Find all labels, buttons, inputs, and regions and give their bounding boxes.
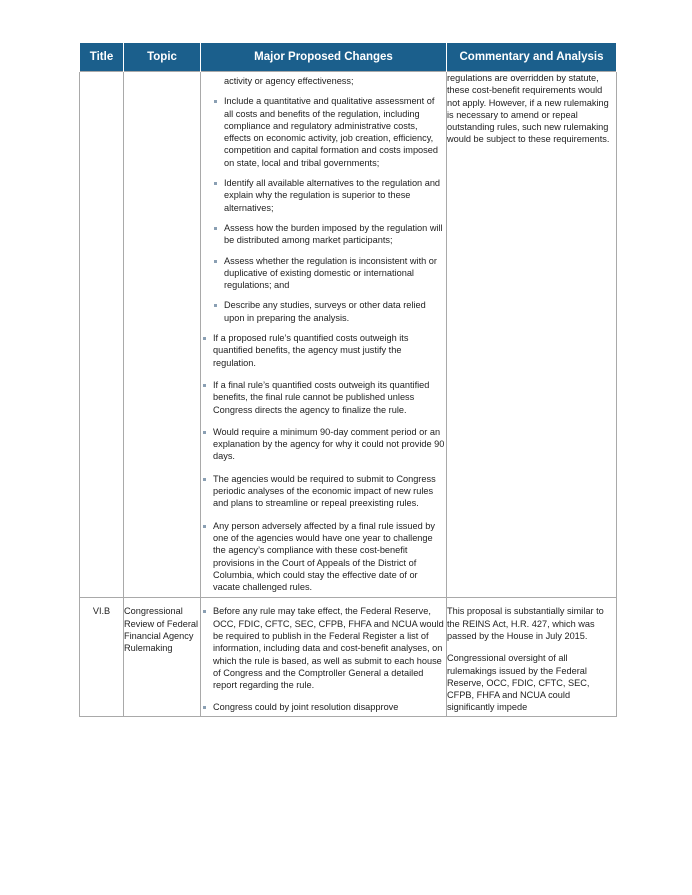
list-item: Identify all available alternatives to the regulation and explain why the regulation is superior to these alternatives; bbox=[212, 177, 446, 214]
row2-changes-cell bbox=[201, 598, 447, 716]
commentary-paragraph: This proposal is substantially similar to the REINS Act, H.R. 427, which was passed by the House in July 2015. bbox=[447, 606, 604, 641]
list-item: Describe any studies, surveys or other data relied upon in preparing the analysis. bbox=[212, 299, 446, 324]
header-major-proposed-changes: Major Proposed Changes bbox=[201, 43, 447, 72]
header-title: Title bbox=[80, 43, 124, 72]
list-item: Would require a minimum 90-day comment period or an explanation by the agency for why it could not provide 90 days. bbox=[201, 426, 446, 463]
list-item: The agencies would be required to submit to Congress periodic analyses of the economic impact of new rules and plans to streamline or repeal preexisting rules. bbox=[201, 473, 446, 510]
proposals-table bbox=[79, 43, 617, 717]
row1-changes-cell bbox=[201, 72, 447, 598]
header-topic: Topic bbox=[124, 43, 201, 72]
continuation-text: activity or agency effectiveness; bbox=[224, 76, 354, 86]
table-row bbox=[80, 72, 617, 598]
list-item: Assess how the burden imposed by the regulation will be distributed among market participants; bbox=[212, 222, 446, 247]
list-item: Assess whether the regulation is inconsistent with or duplicative of existing domestic or international regulations; and bbox=[212, 255, 446, 292]
list-item: If a final rule’s quantified costs outweigh its quantified benefits, the final rule cannot be published unless Congress directs the agency to finalize the rule. bbox=[201, 379, 446, 416]
list-item: Include a quantitative and qualitative assessment of all costs and benefits of the regulation, including compliance and regulatory administrative costs, effects on economic activity, job creation, efficiency, competition and capital formation and costs imposed on state, local and tribal governments; bbox=[212, 95, 446, 169]
row2-topic-cell: Congressional Review of Federal Financial Agency Rulemaking bbox=[124, 598, 201, 716]
header-commentary-analysis: Commentary and Analysis bbox=[447, 43, 617, 72]
row2-title-cell: VI.B bbox=[80, 598, 124, 716]
list-item: Any person adversely affected by a final rule issued by one of the agencies would have one year to challenge the agency’s compliance with these cost-benefit provisions in the Court of Appeals of the District of Columbia, which could stay the effective date of or vacate challenged rules. bbox=[201, 520, 446, 594]
bullet-list bbox=[201, 332, 446, 593]
row1-topic-cell bbox=[124, 72, 201, 598]
bullet-list bbox=[201, 605, 446, 713]
row1-commentary-cell bbox=[447, 72, 617, 598]
list-item: Congress could by joint resolution disapprove bbox=[201, 701, 446, 713]
row2-commentary-cell bbox=[447, 598, 617, 716]
row1-title-cell bbox=[80, 72, 124, 598]
sub-bullet-list bbox=[201, 95, 446, 324]
commentary-text: regulations are overridden by statute, these cost-benefit requirements would not apply. However, if a new rulemaking is necessary to amend or repeal outstanding rules, such new rulemaking would be subject to these requirements. bbox=[447, 73, 610, 145]
list-item: If a proposed rule’s quantified costs outweigh its quantified benefits, the agency must justify the regulation. bbox=[201, 332, 446, 369]
list-item: Before any rule may take effect, the Federal Reserve, OCC, FDIC, CFTC, SEC, CFPB, FHFA and NCUA would be required to publish in the Federal Register a list of information, including data and cost-benefit analyses, on which the rule is based, as well as submit to each house of Congress and the Comptroller General a detailed report regarding the rule. bbox=[201, 605, 446, 691]
table-header-row bbox=[80, 43, 617, 72]
table-row bbox=[80, 598, 617, 716]
commentary-paragraph: Congressional oversight of all rulemakings issued by the Federal Reserve, OCC, FDIC, CFTC, SEC, CFPB, FHFA and NCUA could significantly impede bbox=[447, 653, 590, 713]
